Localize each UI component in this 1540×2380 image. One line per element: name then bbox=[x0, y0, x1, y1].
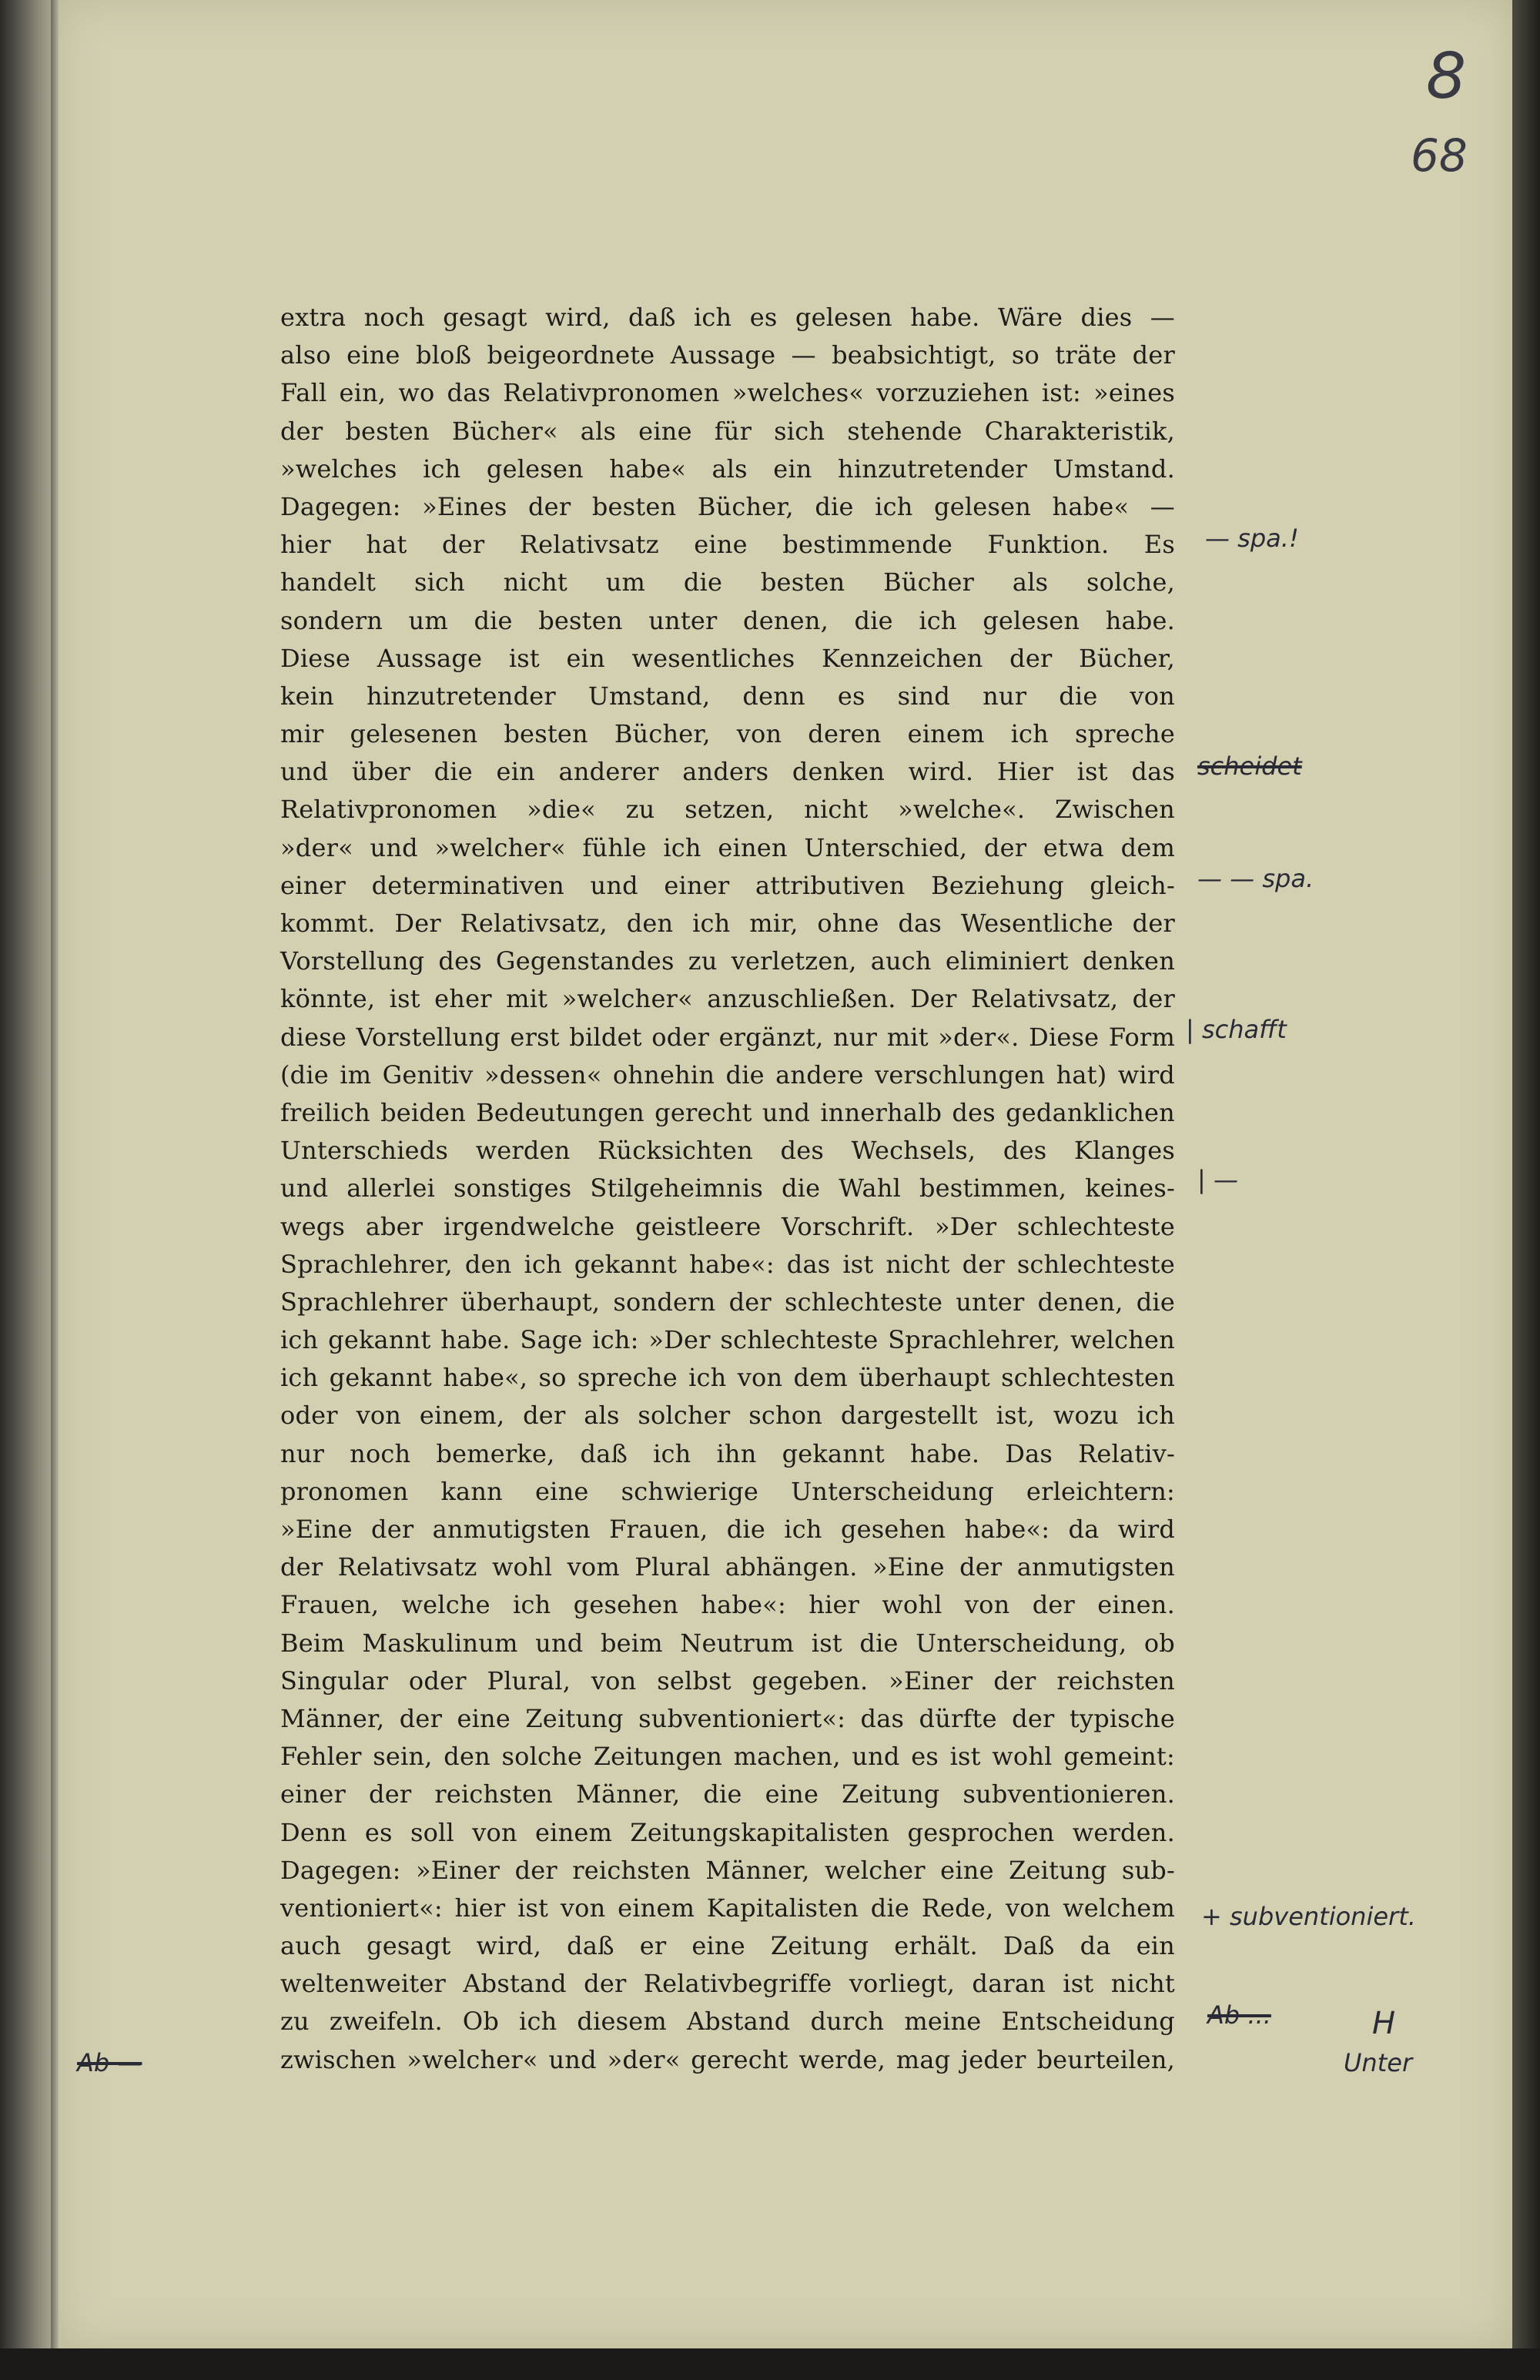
text-line: also eine bloß beigeordnete Aussage — beabsichtigt, so träte der bbox=[280, 340, 1175, 370]
text-line: weltenweiter Abstand der Relativbegriffe vorliegt, daran ist nicht bbox=[280, 1969, 1175, 1999]
text-line: Sprachlehrer, den ich gekannt habe«: das ist nicht der schlechteste bbox=[280, 1249, 1175, 1279]
text-line: sondern um die besten unter denen, die ich gelesen habe. bbox=[280, 605, 1175, 635]
text-line: der besten Bücher« als eine für sich stehende Charakteristik, bbox=[280, 416, 1175, 446]
text-line: hier hat der Relativsatz eine bestimmende Funktion. Es bbox=[280, 530, 1175, 560]
text-line: ich gekannt habe. Sage ich: »Der schlechteste Sprachlehrer, welchen bbox=[280, 1325, 1175, 1355]
text-line: einer der reichsten Männer, die eine Zeitung subventionieren. bbox=[280, 1779, 1175, 1809]
page-number: 68 bbox=[1411, 129, 1468, 182]
text-line: ventioniert«: hier ist von einem Kapitalisten die Rede, von welchem bbox=[280, 1893, 1175, 1923]
text-line: handelt sich nicht um die besten Bücher als solche, bbox=[280, 567, 1175, 598]
margin-note-left: Ab — bbox=[77, 2048, 142, 2077]
text-line: Denn es soll von einem Zeitungskapitalisten gesprochen werden. bbox=[280, 1817, 1175, 1847]
text-line: diese Vorstellung erst bildet oder ergänzt, nur mit »der«. Diese Form bbox=[280, 1022, 1175, 1052]
text-line: nur noch bemerke, daß ich ihn gekannt habe. Das Relativ- bbox=[280, 1438, 1175, 1468]
text-line: ich gekannt habe«, so spreche ich von dem überhaupt schlechtesten bbox=[280, 1363, 1175, 1393]
text-line: zu zweifeln. Ob ich diesem Abstand durch meine Entscheidung bbox=[280, 2007, 1175, 2037]
margin-note-unter: Unter bbox=[1344, 2048, 1413, 2077]
text-line: »der« und »welcher« fühle ich einen Unterschied, der etwa dem bbox=[280, 832, 1175, 862]
text-line: Relativpronomen »die« zu setzen, nicht »welche«. Zwischen bbox=[280, 795, 1175, 825]
text-line: der Relativsatz wohl vom Plural abhängen. »Eine der anmutigsten bbox=[280, 1552, 1175, 1582]
margin-note-spa-1: — spa.! bbox=[1205, 524, 1299, 553]
text-line: Männer, der eine Zeitung subventioniert«: das dürfte der typische bbox=[280, 1703, 1175, 1733]
text-line: Dagegen: »Eines der besten Bücher, die ich gelesen habe« — bbox=[280, 491, 1175, 521]
text-line: Dagegen: »Einer der reichsten Männer, welcher eine Zeitung sub- bbox=[280, 1855, 1175, 1885]
margin-note-schafft: | schafft bbox=[1186, 1015, 1287, 1044]
text-line: kein hinzutretender Umstand, denn es sind nur die von bbox=[280, 681, 1175, 711]
text-line: Singular oder Plural, von selbst gegeben. »Einer der reichsten bbox=[280, 1665, 1175, 1695]
margin-note-spa-2: — — spa. bbox=[1197, 864, 1314, 893]
text-line: Diese Aussage ist ein wesentliches Kennzeichen der Bücher, bbox=[280, 643, 1175, 673]
text-line: Fehler sein, den solche Zeitungen machen, und es ist wohl gemeint: bbox=[280, 1742, 1175, 1772]
margin-note-struck-1: scheidet bbox=[1197, 751, 1302, 781]
text-line: (die im Genitiv »dessen« ohnehin die andere verschlungen hat) wird bbox=[280, 1059, 1175, 1090]
margin-note-bar: | — bbox=[1197, 1165, 1238, 1194]
pencil-folio-number: 8 bbox=[1426, 40, 1467, 113]
text-line: freilich beiden Bedeutungen gerecht und innerhalb des gedanklichen bbox=[280, 1097, 1175, 1127]
text-line: wegs aber irgendwelche geistleere Vorschrift. »Der schlechteste bbox=[280, 1211, 1175, 1241]
text-line: Fall ein, wo das Relativpronomen »welches« vorzuziehen ist: »eines bbox=[280, 378, 1175, 408]
margin-note-struck-2: Ab ... bbox=[1207, 2000, 1271, 2030]
book-binding bbox=[0, 0, 51, 2380]
text-line: pronomen kann eine schwierige Unterscheidung erleichtern: bbox=[280, 1476, 1175, 1506]
text-line: und allerlei sonstiges Stilgeheimnis die Wahl bestimmen, keines- bbox=[280, 1173, 1175, 1203]
text-line: oder von einem, der als solcher schon dargestellt ist, wozu ich bbox=[280, 1401, 1175, 1431]
text-line: Unterschieds werden Rücksichten des Wechsels, des Klanges bbox=[280, 1136, 1175, 1166]
text-line: »welches ich gelesen habe« als ein hinzutretender Umstand. bbox=[280, 454, 1175, 484]
text-line: Frauen, welche ich gesehen habe«: hier wohl von der einen. bbox=[280, 1590, 1175, 1620]
text-line: kommt. Der Relativsatz, den ich mir, ohne das Wesentliche der bbox=[280, 909, 1175, 938]
text-line: extra noch gesagt wird, daß ich es gelesen habe. Wäre dies — bbox=[280, 303, 1175, 332]
text-line: zwischen »welcher« und »der« gerecht werde, mag jeder beurteilen, bbox=[280, 2044, 1175, 2074]
text-line: »Eine der anmutigsten Frauen, die ich gesehen habe«: da wird bbox=[280, 1515, 1175, 1544]
text-line: könnte, ist eher mit »welcher« anzuschließen. Der Relativsatz, der bbox=[280, 984, 1175, 1014]
text-line: auch gesagt wird, daß er eine Zeitung erhält. Daß da ein bbox=[280, 1931, 1175, 1961]
text-line: Sprachlehrer überhaupt, sondern der schlechteste unter denen, die bbox=[280, 1287, 1175, 1317]
text-line: mir gelesenen besten Bücher, von deren einem ich spreche bbox=[280, 719, 1175, 749]
text-line: Beim Maskulinum und beim Neutrum ist die Unterscheidung, ob bbox=[280, 1628, 1175, 1658]
text-line: einer determinativen und einer attributiven Beziehung gleich- bbox=[280, 870, 1175, 900]
binding-edge bbox=[51, 0, 59, 2380]
margin-note-h: H bbox=[1372, 2006, 1396, 2041]
page-right-edge bbox=[1512, 0, 1540, 2380]
body-text bbox=[280, 299, 1175, 2079]
page-bottom-shadow bbox=[0, 2348, 1540, 2380]
text-line: Vorstellung des Gegenstandes zu verletzen, auch eliminiert denken bbox=[280, 946, 1175, 976]
margin-note-subventioniert: + subventioniert. bbox=[1201, 1902, 1416, 1931]
text-line: und über die ein anderer anders denken wird. Hier ist das bbox=[280, 757, 1175, 787]
